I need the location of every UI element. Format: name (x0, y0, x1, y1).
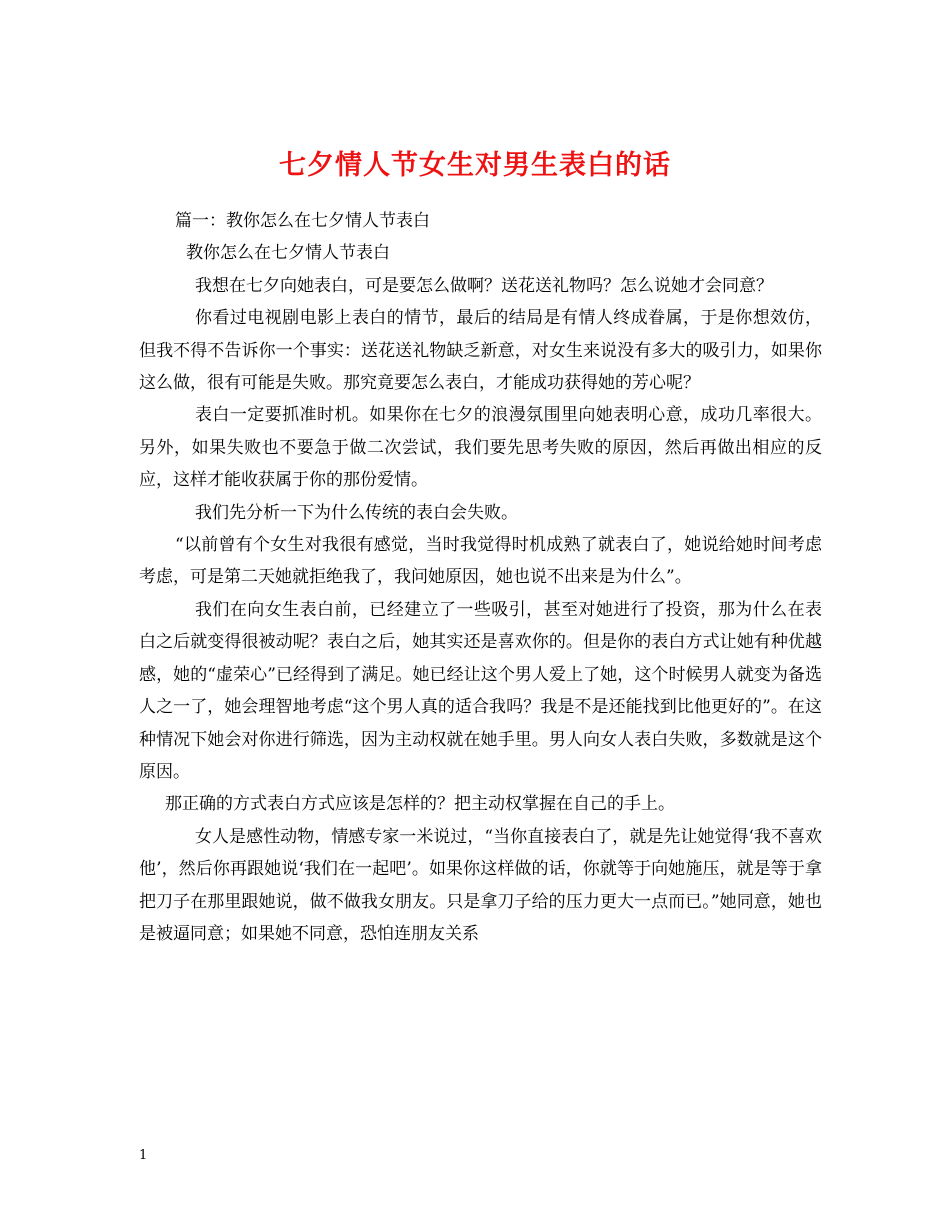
paragraph-quote: “以前曾有个女生对我很有感觉，当时我觉得时机成熟了就表白了，她说给她时间考虑考虑，可是第二天她就拒绝我了，我问她原因，她也说不出来是为什么”。 (139, 535, 822, 588)
paragraph-section-heading: 篇一：教你怎么在七夕情人节表白 (175, 211, 430, 231)
document-body (139, 205, 822, 950)
paragraph: 我们在向女生表白前，已经建立了一些吸引，甚至对她进行了投资，那为什么在表白之后就变得很被动呢？表白之后，她其实还是喜欢你的。但是你的表白方式让她有种优越感，她的“虚荣心”已经得到了满足。她已经让这个男人爱上了她，这个时候男人就变为备选人之一了，她会理智地考虑“这个男人真的适合我吗？我是不是还能找到比他更好的”。在这种情况下她会对你进行筛选，因为主动权就在她手里。男人向女人表白失败，多数就是这个原因。 (139, 599, 822, 782)
paragraph: 我们先分析一下为什么传统的表白会失败。 (195, 502, 518, 523)
paragraph-subheading: 教你怎么在七夕情人节表白 (186, 243, 390, 264)
paragraph: 女人是感性动物，情感专家一米说过，“当你直接表白了，就是先让她觉得‘我不喜欢他’，然后你再跟她说‘我们在一起吧’。如果你这样做的话，你就等于向她施压，就是等于拿把刀子在那里跟她说，做不做我女朋友。只是拿刀子给的压力更大一点而已。”她同意，她也是被逼同意；如果她不同意，恐怕连朋友关系 (139, 826, 822, 944)
paragraph: 表白一定要抓准时机。如果你在七夕的浪漫氛围里向她表明心意，成功几率很大。另外，如果失败也不要急于做二次尝试，我们要先思考失败的原因，然后再做出相应的反应，这样才能收获属于你的那份爱情。 (139, 405, 822, 491)
paragraph: 你看过电视剧电影上表白的情节，最后的结局是有情人终成眷属，于是你想效仿，但我不得不告诉你一个事实：送花送礼物缺乏新意，对女生来说没有多大的吸引力，如果你这么做，很有可能是失败。那究竟要怎么表白，才能成功获得她的芳心呢？ (139, 308, 822, 394)
document-title: 七夕情人节女生对男生表白的话 (279, 150, 671, 182)
paragraph: 我想在七夕向她表白，可是要怎么做啊？送花送礼物吗？怎么说她才会同意？ (195, 275, 773, 296)
page-number: 1 (139, 1148, 148, 1163)
paragraph: 那正确的方式表白方式应该是怎样的？把主动权掌握在自己的手上。 (165, 794, 675, 815)
